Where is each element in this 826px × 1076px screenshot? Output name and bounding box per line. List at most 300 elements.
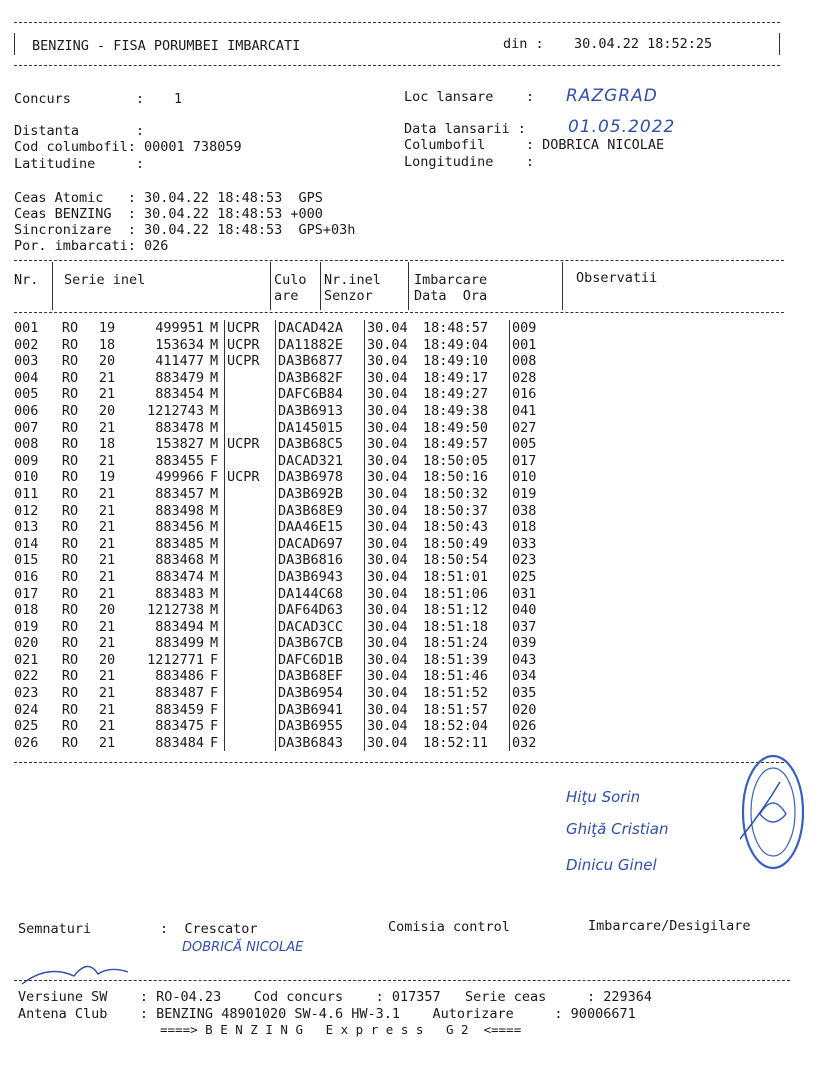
row-sex: F: [210, 452, 219, 469]
row-color: [225, 486, 276, 503]
row-year: 21: [98, 585, 116, 602]
row-ring-number: 883484: [155, 734, 204, 751]
row-country: RO: [61, 585, 79, 602]
row-date: 30.04: [365, 602, 424, 619]
row-year: 21: [98, 718, 116, 735]
row-sex: M: [210, 568, 219, 585]
row-number: 016: [14, 568, 39, 585]
table-row: [14, 602, 712, 619]
row-number: 007: [14, 419, 39, 436]
row-sex: M: [210, 402, 219, 419]
table-row: [14, 503, 712, 520]
row-ring-number: 499966: [155, 469, 204, 486]
table-row: [14, 586, 712, 603]
row-date: 30.04: [365, 337, 424, 354]
row-sensor-ring: DA144C68: [276, 586, 365, 603]
row-time: 18:49:04: [423, 336, 489, 353]
row-observation: 026: [510, 718, 713, 735]
row-year: 21: [98, 452, 116, 469]
crescator-label: : Crescator: [160, 921, 258, 937]
row-date: 30.04: [365, 519, 424, 536]
row-year: 21: [98, 618, 116, 635]
row-ring-number: 883455: [155, 452, 204, 469]
row-ring-number: 883486: [155, 668, 204, 685]
table-row: [14, 668, 712, 685]
row-year: 21: [98, 668, 116, 685]
row-observation: 016: [510, 386, 713, 403]
antena-club-line: Antena Club : BENZING 48901020 SW-4.6 HW-3.1 Autorizare : 90006671: [18, 1006, 636, 1022]
row-ring-number: 883483: [155, 585, 204, 602]
col-divider: [52, 262, 53, 310]
row-color: [225, 569, 276, 586]
row-country: RO: [61, 535, 79, 552]
row-number: 022: [14, 668, 39, 685]
row-color: [225, 735, 276, 752]
signature-comisia-2: Ghiţă Cristian: [566, 820, 669, 838]
comisia-control-label: Comisia control: [388, 919, 510, 935]
header-culoare-1: Culo: [274, 272, 307, 288]
row-time: 18:51:57: [423, 701, 489, 718]
row-time: 18:51:01: [423, 568, 489, 585]
row-country: RO: [61, 602, 79, 619]
latitudine-label: Latitudine :: [14, 156, 145, 172]
row-year: 20: [98, 353, 116, 370]
row-sensor-ring: DA3B68C5: [276, 436, 365, 453]
row-date: 30.04: [365, 718, 424, 735]
row-sex: F: [210, 651, 219, 668]
row-sex: M: [210, 436, 219, 453]
row-date: 30.04: [365, 668, 424, 685]
header-nr-inel-2: Senzor: [324, 288, 373, 304]
row-time: 18:49:27: [423, 386, 489, 403]
footer-rule: [14, 980, 790, 981]
row-sensor-ring: DAF64D63: [276, 602, 365, 619]
row-time: 18:50:16: [423, 469, 489, 486]
row-number: 026: [14, 734, 39, 751]
row-sensor-ring: DA3B6843: [276, 735, 365, 752]
row-observation: 037: [510, 619, 713, 636]
table-row: [14, 486, 712, 503]
row-color: UCPR: [225, 353, 276, 370]
table-row: [14, 702, 712, 719]
row-date: 30.04: [365, 403, 424, 420]
row-time: 18:50:05: [423, 452, 489, 469]
row-sensor-ring: DA3B67CB: [276, 635, 365, 652]
row-sex: M: [210, 552, 219, 569]
row-observation: 019: [510, 486, 713, 503]
col-divider: [270, 262, 271, 310]
row-ring-number: 883478: [155, 419, 204, 436]
table-row: [14, 519, 712, 536]
row-date: 30.04: [365, 386, 424, 403]
loc-lansare-handwritten: RAZGRAD: [566, 86, 658, 106]
row-color: [225, 718, 276, 735]
row-time: 18:52:04: [423, 718, 489, 735]
row-color: [225, 552, 276, 569]
row-sex: M: [210, 336, 219, 353]
row-country: RO: [61, 336, 79, 353]
row-sensor-ring: DAFC6D1B: [276, 652, 365, 669]
row-ring-number: 153634: [155, 336, 204, 353]
row-year: 21: [98, 568, 116, 585]
row-sensor-ring: DA3B6955: [276, 718, 365, 735]
sincronizare: Sincronizare : 30.04.22 18:48:53 GPS+03h: [14, 222, 356, 238]
row-country: RO: [61, 320, 79, 336]
loc-lansare-label: Loc lansare :: [404, 89, 535, 105]
row-date: 30.04: [365, 436, 424, 453]
row-sex: M: [210, 353, 219, 370]
row-sex: M: [210, 635, 219, 652]
row-sensor-ring: DA3B6816: [276, 552, 365, 569]
row-number: 009: [14, 452, 39, 469]
table-row: [14, 436, 712, 453]
row-country: RO: [61, 568, 79, 585]
row-observation: 032: [510, 735, 713, 752]
row-sensor-ring: DA3B6978: [276, 469, 365, 486]
row-number: 012: [14, 502, 39, 519]
row-date: 30.04: [365, 552, 424, 569]
header-observatii: Observatii: [576, 270, 658, 286]
row-country: RO: [61, 734, 79, 751]
columbofil: Columbofil : DOBRICA NICOLAE: [404, 137, 665, 153]
row-ring-number: 883485: [155, 535, 204, 552]
din-label: din :: [503, 36, 544, 52]
row-ring-number: 499951: [155, 320, 204, 336]
row-number: 025: [14, 718, 39, 735]
row-date: 30.04: [365, 652, 424, 669]
row-number: 017: [14, 585, 39, 602]
row-date: 30.04: [365, 453, 424, 470]
row-time: 18:49:57: [423, 436, 489, 453]
row-color: [225, 685, 276, 702]
porumbei-imbarcati: Por. imbarcati: 026: [14, 238, 169, 254]
pigeon-table: [14, 320, 712, 751]
row-date: 30.04: [365, 420, 424, 437]
row-color: [225, 652, 276, 669]
table-row: [14, 386, 712, 403]
distanta-label: Distanta :: [14, 123, 145, 139]
data-lansarii-handwritten: 01.05.2022: [568, 117, 676, 137]
row-year: 21: [98, 552, 116, 569]
row-time: 18:48:57: [423, 320, 489, 336]
row-year: 18: [98, 336, 116, 353]
row-country: RO: [61, 436, 79, 453]
row-sensor-ring: DAA46E15: [276, 519, 365, 536]
row-year: 18: [98, 436, 116, 453]
row-color: [225, 386, 276, 403]
row-color: [225, 619, 276, 636]
row-time: 18:51:12: [423, 602, 489, 619]
row-ring-number: 1212743: [147, 402, 204, 419]
row-time: 18:51:06: [423, 585, 489, 602]
header-imbarcare-2: Data Ora: [414, 288, 488, 304]
row-color: [225, 453, 276, 470]
header-nr-inel-1: Nr.inel: [324, 272, 381, 288]
row-sensor-ring: DA3B682F: [276, 370, 365, 387]
row-color: [225, 635, 276, 652]
row-number: 004: [14, 369, 39, 386]
row-number: 018: [14, 602, 39, 619]
row-color: [225, 668, 276, 685]
table-header-rule: [14, 312, 784, 313]
row-observation: 009: [510, 320, 713, 337]
row-sensor-ring: DACAD697: [276, 536, 365, 553]
row-year: 21: [98, 419, 116, 436]
table-row: [14, 337, 712, 354]
row-date: 30.04: [365, 702, 424, 719]
row-ring-number: 883459: [155, 701, 204, 718]
row-color: [225, 702, 276, 719]
row-time: 18:51:24: [423, 635, 489, 652]
table-row: [14, 569, 712, 586]
row-ring-number: 883494: [155, 618, 204, 635]
row-ring-number: 153827: [155, 436, 204, 453]
row-date: 30.04: [365, 503, 424, 520]
row-observation: 020: [510, 702, 713, 719]
row-sensor-ring: DA3B6913: [276, 403, 365, 420]
row-date: 30.04: [365, 320, 424, 337]
row-observation: 034: [510, 668, 713, 685]
row-color: [225, 519, 276, 536]
row-ring-number: 883499: [155, 635, 204, 652]
row-sensor-ring: DA3B692B: [276, 486, 365, 503]
longitudine-label: Longitudine :: [404, 154, 535, 170]
row-sex: F: [210, 685, 219, 702]
row-time: 18:52:11: [423, 734, 489, 751]
club-stamp-icon: [740, 752, 806, 872]
table-row: [14, 536, 712, 553]
row-date: 30.04: [365, 619, 424, 636]
row-sensor-ring: DACAD3CC: [276, 619, 365, 636]
row-color: UCPR: [225, 436, 276, 453]
row-time: 18:49:50: [423, 419, 489, 436]
row-date: 30.04: [365, 635, 424, 652]
table-row: [14, 635, 712, 652]
header-serie-inel: Serie inel: [64, 272, 146, 288]
row-sensor-ring: DA11882E: [276, 337, 365, 354]
din-value: 30.04.22 18:52:25: [574, 36, 713, 52]
row-number: 013: [14, 519, 39, 536]
row-ring-number: 883479: [155, 369, 204, 386]
imbarcare-desigilare-label: Imbarcare/Desigilare: [588, 918, 751, 934]
row-country: RO: [61, 651, 79, 668]
row-time: 18:50:32: [423, 485, 489, 502]
table-row: [14, 552, 712, 569]
ceas-benzing: Ceas BENZING : 30.04.22 18:48:53 +000: [14, 206, 323, 222]
row-year: 20: [98, 651, 116, 668]
table-row: [14, 735, 712, 752]
row-color: [225, 602, 276, 619]
row-time: 18:51:18: [423, 618, 489, 635]
row-time: 18:50:54: [423, 552, 489, 569]
table-row: [14, 320, 712, 337]
row-sensor-ring: DA3B6877: [276, 353, 365, 370]
row-date: 30.04: [365, 353, 424, 370]
table-row: [14, 370, 712, 387]
header-nr: Nr.: [14, 272, 39, 288]
header-culoare-2: are: [274, 288, 299, 304]
concurs-label: Concurs :: [14, 91, 145, 107]
row-sensor-ring: DA145015: [276, 420, 365, 437]
row-observation: 023: [510, 552, 713, 569]
row-ring-number: 883498: [155, 502, 204, 519]
row-date: 30.04: [365, 486, 424, 503]
row-country: RO: [61, 469, 79, 486]
row-sex: F: [210, 668, 219, 685]
row-number: 023: [14, 685, 39, 702]
row-time: 18:49:17: [423, 369, 489, 386]
table-row: [14, 353, 712, 370]
row-sex: M: [210, 602, 219, 619]
signature-crescator: DOBRICĂ NICOLAE: [182, 940, 304, 955]
row-year: 20: [98, 602, 116, 619]
table-row: [14, 403, 712, 420]
row-sex: F: [210, 469, 219, 486]
row-country: RO: [61, 552, 79, 569]
row-country: RO: [61, 402, 79, 419]
row-observation: 027: [510, 420, 713, 437]
row-color: UCPR: [225, 337, 276, 354]
row-sensor-ring: DA3B68E9: [276, 503, 365, 520]
row-date: 30.04: [365, 536, 424, 553]
row-time: 18:49:10: [423, 353, 489, 370]
row-number: 001: [14, 320, 39, 336]
row-observation: 033: [510, 536, 713, 553]
row-year: 21: [98, 685, 116, 702]
row-number: 015: [14, 552, 39, 569]
signature-comisia-1: Hiţu Sorin: [566, 788, 641, 806]
row-observation: 028: [510, 370, 713, 387]
row-country: RO: [61, 502, 79, 519]
row-time: 18:50:49: [423, 535, 489, 552]
row-sensor-ring: DACAD321: [276, 453, 365, 470]
row-observation: 041: [510, 403, 713, 420]
row-country: RO: [61, 635, 79, 652]
row-time: 18:51:39: [423, 651, 489, 668]
row-date: 30.04: [365, 469, 424, 486]
row-country: RO: [61, 718, 79, 735]
row-year: 21: [98, 369, 116, 386]
row-country: RO: [61, 452, 79, 469]
row-color: [225, 420, 276, 437]
col-divider: [320, 262, 321, 310]
row-observation: 018: [510, 519, 713, 536]
row-sex: M: [210, 485, 219, 502]
row-sensor-ring: DA3B6941: [276, 702, 365, 719]
row-observation: 039: [510, 635, 713, 652]
row-color: UCPR: [225, 320, 276, 337]
row-sex: M: [210, 419, 219, 436]
row-number: 024: [14, 701, 39, 718]
row-color: [225, 403, 276, 420]
table-row: [14, 685, 712, 702]
row-ring-number: 883457: [155, 485, 204, 502]
row-ring-number: 1212771: [147, 651, 204, 668]
cod-columbofil: Cod columbofil: 00001 738059: [14, 139, 242, 155]
row-observation: 008: [510, 353, 713, 370]
row-number: 003: [14, 353, 39, 370]
row-ring-number: 883468: [155, 552, 204, 569]
row-year: 21: [98, 519, 116, 536]
row-sex: F: [210, 718, 219, 735]
row-date: 30.04: [365, 569, 424, 586]
row-date: 30.04: [365, 586, 424, 603]
row-color: [225, 586, 276, 603]
row-time: 18:50:43: [423, 519, 489, 536]
row-number: 010: [14, 469, 39, 486]
row-date: 30.04: [365, 735, 424, 752]
row-number: 006: [14, 402, 39, 419]
table-bottom-rule: [14, 762, 784, 763]
row-sex: M: [210, 502, 219, 519]
row-observation: 038: [510, 503, 713, 520]
row-country: RO: [61, 419, 79, 436]
row-year: 21: [98, 485, 116, 502]
row-date: 30.04: [365, 685, 424, 702]
table-row: [14, 718, 712, 735]
table-row: [14, 420, 712, 437]
row-number: 005: [14, 386, 39, 403]
col-divider: [408, 262, 409, 310]
row-sex: M: [210, 320, 219, 336]
row-sensor-ring: DACAD42A: [276, 320, 365, 337]
row-time: 18:49:38: [423, 402, 489, 419]
row-sensor-ring: DA3B6943: [276, 569, 365, 586]
row-number: 019: [14, 618, 39, 635]
row-number: 002: [14, 336, 39, 353]
row-ring-number: 1212738: [147, 602, 204, 619]
row-color: [225, 503, 276, 520]
table-top-rule: [14, 260, 784, 261]
row-observation: 035: [510, 685, 713, 702]
row-observation: 005: [510, 436, 713, 453]
row-ring-number: 883456: [155, 519, 204, 536]
row-observation: 017: [510, 453, 713, 470]
row-ring-number: 883487: [155, 685, 204, 702]
row-sex: M: [210, 369, 219, 386]
row-observation: 001: [510, 337, 713, 354]
row-number: 011: [14, 485, 39, 502]
row-sex: M: [210, 585, 219, 602]
row-sex: F: [210, 701, 219, 718]
row-ring-number: 883475: [155, 718, 204, 735]
row-color: [225, 536, 276, 553]
row-observation: 040: [510, 602, 713, 619]
row-sensor-ring: DAFC6B84: [276, 386, 365, 403]
row-sensor-ring: DA3B68EF: [276, 668, 365, 685]
semnaturi-label: Semnaturi: [18, 921, 92, 937]
row-color: [225, 370, 276, 387]
header-imbarcare-1: Imbarcare: [414, 272, 488, 288]
row-country: RO: [61, 701, 79, 718]
row-time: 18:50:37: [423, 502, 489, 519]
row-number: 020: [14, 635, 39, 652]
row-sensor-ring: DA3B6954: [276, 685, 365, 702]
row-country: RO: [61, 519, 79, 536]
row-time: 18:51:52: [423, 685, 489, 702]
row-sex: M: [210, 519, 219, 536]
data-lansarii-label: Data lansarii :: [404, 121, 526, 137]
row-time: 18:51:46: [423, 668, 489, 685]
row-country: RO: [61, 668, 79, 685]
col-divider: [562, 262, 563, 310]
table-row: [14, 619, 712, 636]
row-year: 21: [98, 635, 116, 652]
row-observation: 010: [510, 469, 713, 486]
table-row: [14, 469, 712, 486]
row-country: RO: [61, 685, 79, 702]
row-year: 21: [98, 386, 116, 403]
